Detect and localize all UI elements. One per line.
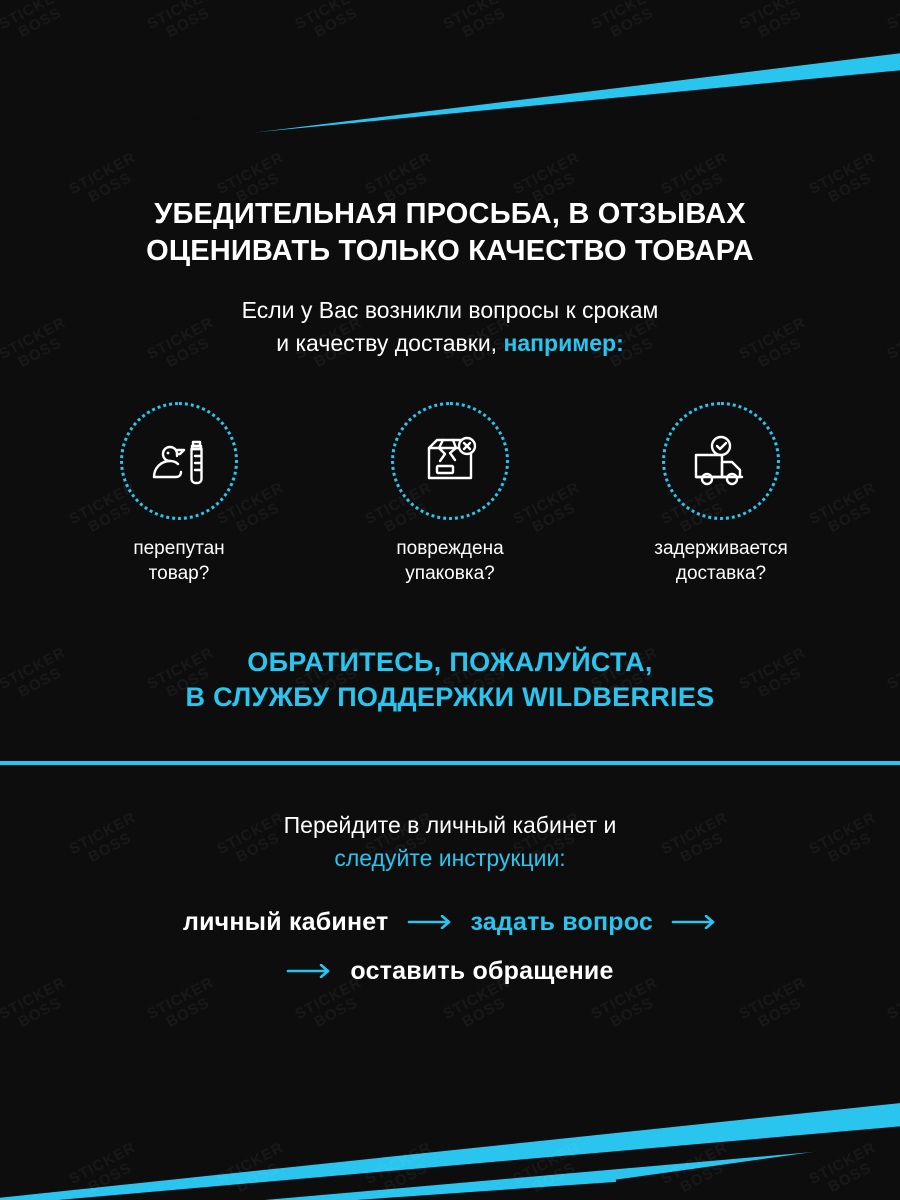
issue-item-damaged-package [355,402,545,587]
issue-caption [84,536,274,587]
issue-item-wrong-product [84,402,274,587]
arrow-right-icon [671,915,717,929]
issue-caption [355,536,545,587]
subtitle-line-2-plain: и качеству доставки, [276,329,504,356]
cta-line-1: ОБРАТИТЕСЬ, ПОЖАЛУЙСТА, [247,646,653,677]
issue-caption [626,536,816,587]
delivery-truck-icon [688,433,754,489]
step-personal-account[interactable]: личный кабинет [183,907,389,936]
subtitle [0,270,900,359]
step-ask-question[interactable]: задать вопрос [470,907,653,936]
issue-caption-line-2: упаковка? [405,563,495,585]
cta-line-2: В СЛУЖБУ ПОДДЕРЖКИ WILDBERRIES [185,681,715,712]
issue-caption-line-1: повреждена [396,537,504,559]
issue-caption-line-1: задерживается [654,537,788,559]
step-leave-request[interactable]: оставить обращение [350,956,614,985]
issue-caption-line-2: товар? [148,563,210,585]
bottom-brush-decoration [0,1080,900,1200]
icon-circle [662,402,780,520]
steps-row-1 [40,908,860,937]
support-call-to-action [0,587,900,715]
baby-bottle-duck-icon [148,432,210,490]
issue-item-delayed-delivery [626,402,816,587]
icon-circle [120,402,238,520]
icon-circle [391,402,509,520]
issue-caption-line-2: доставка? [675,563,767,585]
subtitle-line-1: Если у Вас возникли вопросы к срокам [241,297,659,324]
steps-row-2 [40,957,860,986]
subtitle-line-2-accent: например: [503,329,624,356]
page-title: УБЕДИТЕЛЬНАЯ ПРОСЬБА, В ОТЗЫВАХ ОЦЕНИВАТЬ ТОЛЬКО КАЧЕСТВО ТОВАРА [146,198,754,268]
instructions-line-2: следуйте инструкции: [334,845,566,872]
instructions-line-1: Перейдите в личный кабинет и [283,812,617,838]
instructions-text [0,765,900,876]
issue-icon-row [0,360,900,587]
issue-caption-line-1: перепутан [133,537,225,559]
damaged-package-icon [419,432,481,490]
steps-flow [0,876,900,986]
arrow-right-icon [286,964,332,978]
arrow-right-icon [407,915,453,929]
